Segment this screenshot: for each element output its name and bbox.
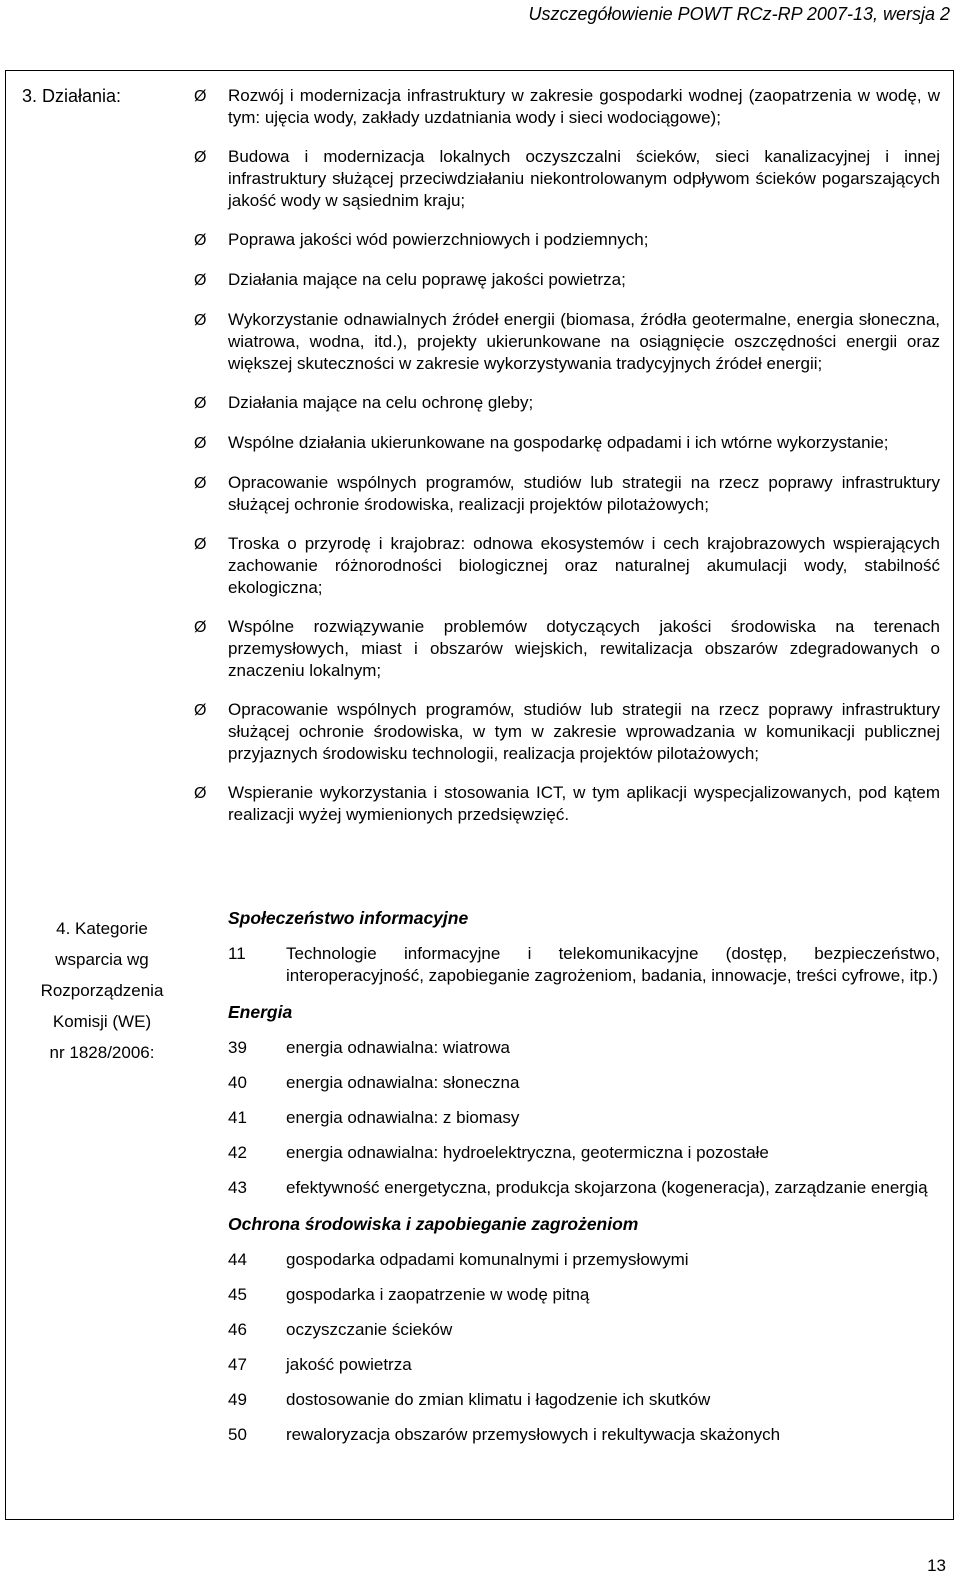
bullet-text: Rozwój i modernizacja infrastruktury w zakresie gospodarki wodnej (zaopatrzenia w wodę, w tym: ujęcia wody, zakłady uzdatniania wody i sieci wodociągowe); xyxy=(228,86,940,127)
category-item xyxy=(194,1389,940,1411)
category-text: jakość powietrza xyxy=(286,1355,412,1374)
arrow-bullet-icon: Ø xyxy=(194,395,207,412)
category-item xyxy=(194,1107,940,1129)
bullet-text: Opracowanie wspólnych programów, studiów lub strategii na rzecz poprawy infrastruktury służącej ochronie środowiska, realizacji projektów pilotażowych; xyxy=(228,473,940,514)
bullet-item xyxy=(194,269,940,292)
category-item xyxy=(194,1354,940,1376)
category-item xyxy=(194,1072,940,1094)
category-text: dostosowanie do zmian klimatu i łagodzenie ich skutków xyxy=(286,1390,711,1409)
category-item xyxy=(194,1177,940,1199)
bullet-text: Opracowanie wspólnych programów, studiów lub strategii na rzecz poprawy infrastruktury służącej ochronie środowiska, w tym w zakresie wprowadzania w komunikacji publicznej przyjaznych środowisku technologii, realizacja projektów pilotażowych; xyxy=(228,700,940,763)
bullet-item xyxy=(194,699,940,765)
category-item xyxy=(194,1319,940,1341)
category-code: 11 xyxy=(228,944,246,963)
bullet-text: Wspólne rozwiązywanie problemów dotyczących jakości środowiska na terenach przemysłowych, miast i obszarów wiejskich, rewitalizacja obszarów zdegradowanych o znaczeniu lokalnym; xyxy=(228,617,940,680)
category-text: energia odnawialna: hydroelektryczna, geotermiczna i pozostałe xyxy=(286,1143,769,1162)
arrow-bullet-icon: Ø xyxy=(194,272,207,289)
arrow-bullet-icon: Ø xyxy=(194,312,207,329)
category-group-title: Społeczeństwo informacyjne xyxy=(228,908,469,928)
bullet-item xyxy=(194,533,940,599)
bullet-item xyxy=(194,472,940,516)
arrow-bullet-icon: Ø xyxy=(194,702,207,719)
bullet-text: Wspólne działania ukierunkowane na gospodarkę odpadami i ich wtórne wykorzystanie; xyxy=(228,433,889,452)
category-code: 47 xyxy=(228,1355,247,1374)
bullet-item xyxy=(194,309,940,375)
content-table xyxy=(5,70,954,1520)
category-code: 44 xyxy=(228,1250,247,1269)
section-4-label-line: 4. Kategorie xyxy=(56,919,148,938)
category-text: gospodarka i zaopatrzenie w wodę pitną xyxy=(286,1285,590,1304)
category-text: gospodarka odpadami komunalnymi i przemysłowymi xyxy=(286,1250,689,1269)
section-4-label-line: nr 1828/2006: xyxy=(49,1043,155,1062)
bullet-text: Poprawa jakości wód powierzchniowych i podziemnych; xyxy=(228,230,649,249)
category-code: 39 xyxy=(228,1038,247,1057)
category-item xyxy=(194,1037,940,1059)
category-group-title: Energia xyxy=(228,1002,293,1022)
arrow-bullet-icon: Ø xyxy=(194,536,207,553)
category-text: rewaloryzacja obszarów przemysłowych i rekultywacja skażonych xyxy=(286,1425,781,1444)
bullet-item xyxy=(194,616,940,682)
section-4-label-line: wsparcia wg xyxy=(55,950,149,969)
category-text: Technologie informacyjne i telekomunikacyjne (dostęp, bezpieczeństwo, interoperacyjność, zapobieganie zagrożeniom, badania, innowacje, treści cyfrowe, itp.) xyxy=(286,944,940,985)
arrow-bullet-icon: Ø xyxy=(194,435,207,452)
arrow-bullet-icon: Ø xyxy=(194,785,207,802)
bullet-item xyxy=(194,229,940,252)
bullet-text: Działania mające na celu ochronę gleby; xyxy=(228,393,534,412)
section-3-bullet-list xyxy=(194,85,940,843)
bullet-item xyxy=(194,146,940,212)
bullet-text: Wspieranie wykorzystania i stosowania ICT, w tym aplikacji wyspecjalizowanych, pod kątem realizacji wyżej wymienionych przedsięwzięć. xyxy=(228,783,940,824)
category-item xyxy=(194,1249,940,1271)
category-code: 40 xyxy=(228,1073,247,1092)
bullet-item xyxy=(194,85,940,129)
arrow-bullet-icon: Ø xyxy=(194,88,207,105)
arrow-bullet-icon: Ø xyxy=(194,475,207,492)
category-item xyxy=(194,1284,940,1306)
section-4-label-line: Rozporządzenia xyxy=(40,981,164,1000)
section-4-label xyxy=(22,913,182,1068)
bullet-text: Wykorzystanie odnawialnych źródeł energii (biomasa, źródła geotermalne, energia słoneczna, wiatrowa, wodna, itd.), projekty ukierunkowane na osiągnięcie oszczędności energii oraz większej skuteczności w zakresie wykorzystywania tradycyjnych źródeł energii; xyxy=(228,310,940,373)
bullet-text: Działania mające na celu poprawę jakości powietrza; xyxy=(228,270,626,289)
page-number: 13 xyxy=(927,1556,946,1575)
category-text: oczyszczanie ścieków xyxy=(286,1320,453,1339)
arrow-bullet-icon: Ø xyxy=(194,149,207,166)
section-4-categories xyxy=(194,908,940,1459)
category-code: 50 xyxy=(228,1425,247,1444)
category-code: 41 xyxy=(228,1108,247,1127)
category-text: efektywność energetyczna, produkcja skojarzona (kogeneracja), zarządzanie energią xyxy=(286,1178,928,1197)
arrow-bullet-icon: Ø xyxy=(194,232,207,249)
category-code: 49 xyxy=(228,1390,247,1409)
section-3-label: 3. Działania: xyxy=(22,86,122,106)
category-item xyxy=(194,943,940,987)
bullet-item xyxy=(194,392,940,415)
bullet-item xyxy=(194,782,940,826)
document-header: Uszczegółowienie POWT RCz-RP 2007-13, wersja 2 xyxy=(528,4,950,24)
category-code: 43 xyxy=(228,1178,247,1197)
bullet-text: Troska o przyrodę i krajobraz: odnowa ekosystemów i cech krajobrazowych wspierających zachowanie różnorodności biologicznej oraz naturalnej akumulacji wody, stabilność ekologiczna; xyxy=(228,534,940,597)
bullet-text: Budowa i modernizacja lokalnych oczyszczalni ścieków, sieci kanalizacyjnej i innej infrastruktury służącej przeciwdziałaniu niekontrolowanym odpływom ścieków pogarszających jakość wody w sąsiednim kraju; xyxy=(228,147,940,210)
category-item xyxy=(194,1142,940,1164)
arrow-bullet-icon: Ø xyxy=(194,619,207,636)
category-code: 42 xyxy=(228,1143,247,1162)
bullet-item xyxy=(194,432,940,455)
category-text: energia odnawialna: z biomasy xyxy=(286,1108,520,1127)
category-text: energia odnawialna: słoneczna xyxy=(286,1073,520,1092)
category-text: energia odnawialna: wiatrowa xyxy=(286,1038,510,1057)
category-item xyxy=(194,1424,940,1446)
category-code: 46 xyxy=(228,1320,247,1339)
section-4-label-line: Komisji (WE) xyxy=(52,1012,152,1031)
category-code: 45 xyxy=(228,1285,247,1304)
category-group-title: Ochrona środowiska i zapobieganie zagrożeniom xyxy=(228,1214,639,1234)
